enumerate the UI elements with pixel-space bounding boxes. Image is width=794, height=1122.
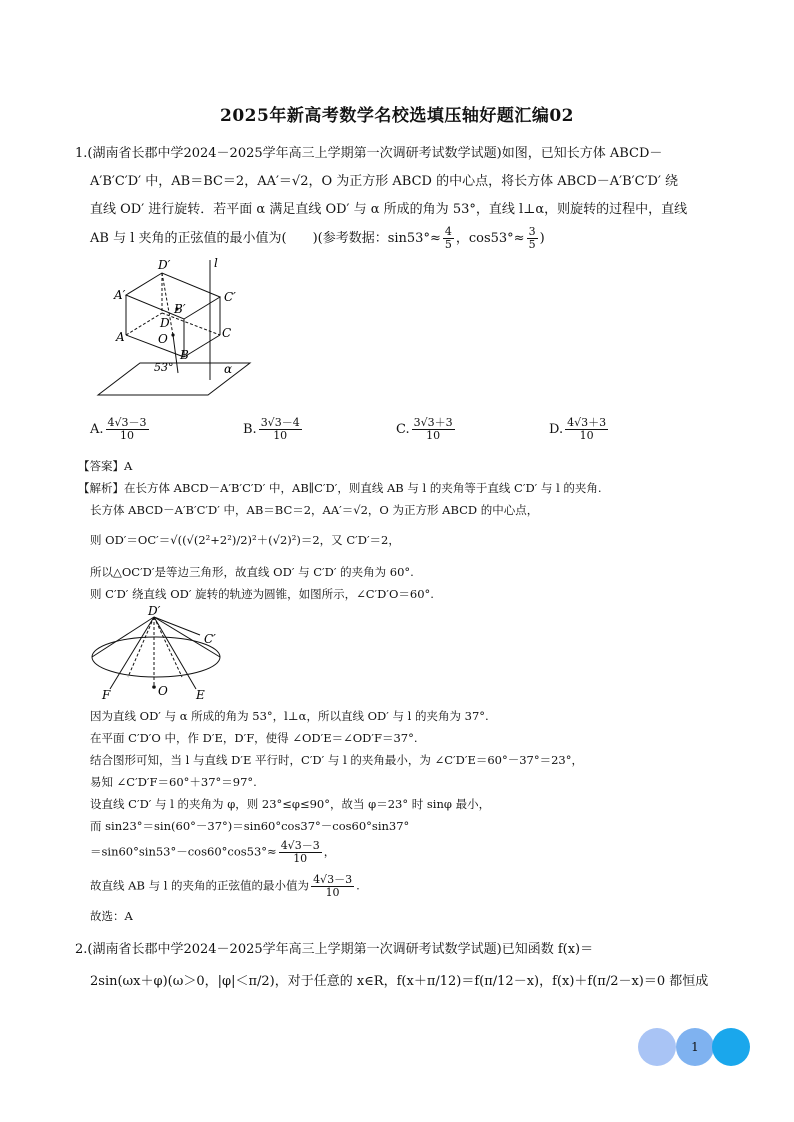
analysis-line-3: 则 OD′＝OC′＝√((√(2²+2²)/2)²＋(√2)²)＝2，又 C′D′＝2， — [90, 533, 400, 547]
fig1-label-c: C — [222, 326, 232, 340]
q2-line-1: 2.(湖南省长郡中学2024－2025学年高三上学期第一次调研考试数学试题)已知函数 f(x)＝ — [75, 942, 594, 957]
fig1-label-d: D — [160, 316, 170, 330]
fig2-label-o: O — [158, 684, 168, 698]
analysis-line-5: 则 C′D′ 绕直线 OD′ 旋转的轨迹为圆锥，如图所示，∠C′D′O＝60°. — [90, 587, 434, 601]
fig2-label-dprime: D′ — [148, 604, 161, 618]
fig1-label-b: B — [180, 348, 189, 362]
analysis2-line-2: 在平面 C′D′O 中，作 D′E，D′F，使得 ∠OD′E＝∠OD′F＝37°. — [90, 731, 418, 745]
ref-frac-1: $\frac{4}{5}$ — [444, 225, 452, 251]
analysis2-line-1: 因为直线 OD′ 与 α 所成的角为 53°，l⊥α，所以直线 OD′ 与 l 的夹角为 37°. — [90, 709, 489, 723]
figure-cone — [88, 603, 238, 701]
option-c[interactable]: C. $\frac{3√3+3}{10}$ — [396, 416, 453, 442]
fig1-label-dprime: D′ — [158, 258, 171, 272]
fig2-label-cprime: C′ — [204, 632, 216, 646]
ref-end: ) — [539, 231, 545, 246]
q1-line-4-text: AB 与 l 夹角的正弦值的最小值为( )(参考数据：sin53°≈ — [90, 231, 441, 246]
option-b[interactable]: B. $\frac{3√3-4}{10}$ — [243, 416, 300, 442]
q2-line-2: 2sin(ωx＋φ)(ω＞0，|φ|＜π/2)，对于任意的 x∈R，f(x＋π/12)＝f(π/12－x)，f(x)＋f(π/2－x)＝0 都恒成 — [90, 974, 709, 989]
analysis2-line-4: 易知 ∠C′D′F＝60°＋37°＝97°. — [90, 775, 257, 789]
q1-line-3: 直线 OD′ 进行旋转．若平面 α 满足直线 OD′ 与 α 所成的角为 53°，直线 l⊥α，则旋转的过程中，直线 — [90, 202, 688, 217]
figure-cuboid — [90, 255, 260, 405]
q1-line-1: 1.(湖南省长郡中学2024－2025学年高三上学期第一次调研考试数学试题)如图，已知长方体 ABCD－ — [75, 146, 663, 161]
page-circle-1 — [638, 1028, 676, 1066]
answer: 【答案】A — [78, 459, 133, 473]
ref-frac-2: $\frac{3}{5}$ — [528, 225, 536, 251]
option-d[interactable]: D. $\frac{4√3+3}{10}$ — [549, 416, 607, 442]
fig2-label-f: F — [102, 688, 111, 701]
fig1-label-bprime: B′ — [174, 302, 186, 316]
page-number: 1 — [691, 1040, 699, 1054]
fig1-label-l: l — [214, 256, 218, 270]
fig1-label-o: O — [158, 332, 168, 346]
q1-line-2: A′B′C′D′ 中，AB＝BC＝2，AA′＝√2，O 为正方形 ABCD 的中心点，将长方体 ABCD－A′B′C′D′ 绕 — [90, 174, 679, 189]
fig1-label-aprime: A′ — [114, 288, 126, 302]
page-title: 2025年新高考数学名校选填压轴好题汇编02 — [220, 106, 574, 126]
fig1-label-a: A — [116, 330, 125, 344]
fig1-label-angle: 53° — [154, 361, 174, 374]
analysis-line-2: 长方体 ABCD－A′B′C′D′ 中，AB＝BC＝2，AA′＝√2，O 为正方形 ABCD 的中心点， — [90, 503, 539, 517]
analysis2-line-5: 设直线 C′D′ 与 l 的夹角为 φ，则 23°≤φ≤90°，故当 φ＝23° 时 sinφ 最小， — [90, 797, 491, 811]
conclusion: 故直线 AB 与 l 的夹角的正弦值的最小值为 $\frac{4√3-3}{10}$ . — [90, 873, 360, 899]
fig2-label-e: E — [196, 688, 205, 701]
analysis2-line-7: ＝sin60°sin53°－cos60°cos53°≈ $\frac{4√3-3}{10}$ ， — [90, 839, 336, 865]
page-circle-3 — [712, 1028, 750, 1066]
ref-mid: ，cos53°≈ — [455, 231, 525, 246]
analysis2-line-3: 结合图形可知，当 l 与直线 D′E 平行时，C′D′ 与 l 的夹角最小，为 ∠C′D′E＝60°－37°＝23°， — [90, 753, 583, 767]
option-a[interactable]: A. $\frac{4√3-3}{10}$ — [90, 416, 147, 442]
analysis-line-1: 【解析】在长方体 ABCD－A′B′C′D′ 中，AB∥C′D′，则直线 AB 与 l 的夹角等于直线 C′D′ 与 l 的夹角. — [78, 481, 602, 495]
q1-line-4 — [90, 226, 545, 251]
analysis-line-4: 所以△OC′D′是等边三角形，故直线 OD′ 与 C′D′ 的夹角为 60°. — [90, 565, 414, 579]
fig1-label-alpha: α — [224, 362, 233, 376]
analysis2-line-6: 而 sin23°＝sin(60°－37°)＝sin60°cos37°－cos60°sin37° — [90, 819, 410, 833]
choose: 故选：A — [90, 909, 133, 923]
fig1-label-cprime: C′ — [224, 290, 236, 304]
